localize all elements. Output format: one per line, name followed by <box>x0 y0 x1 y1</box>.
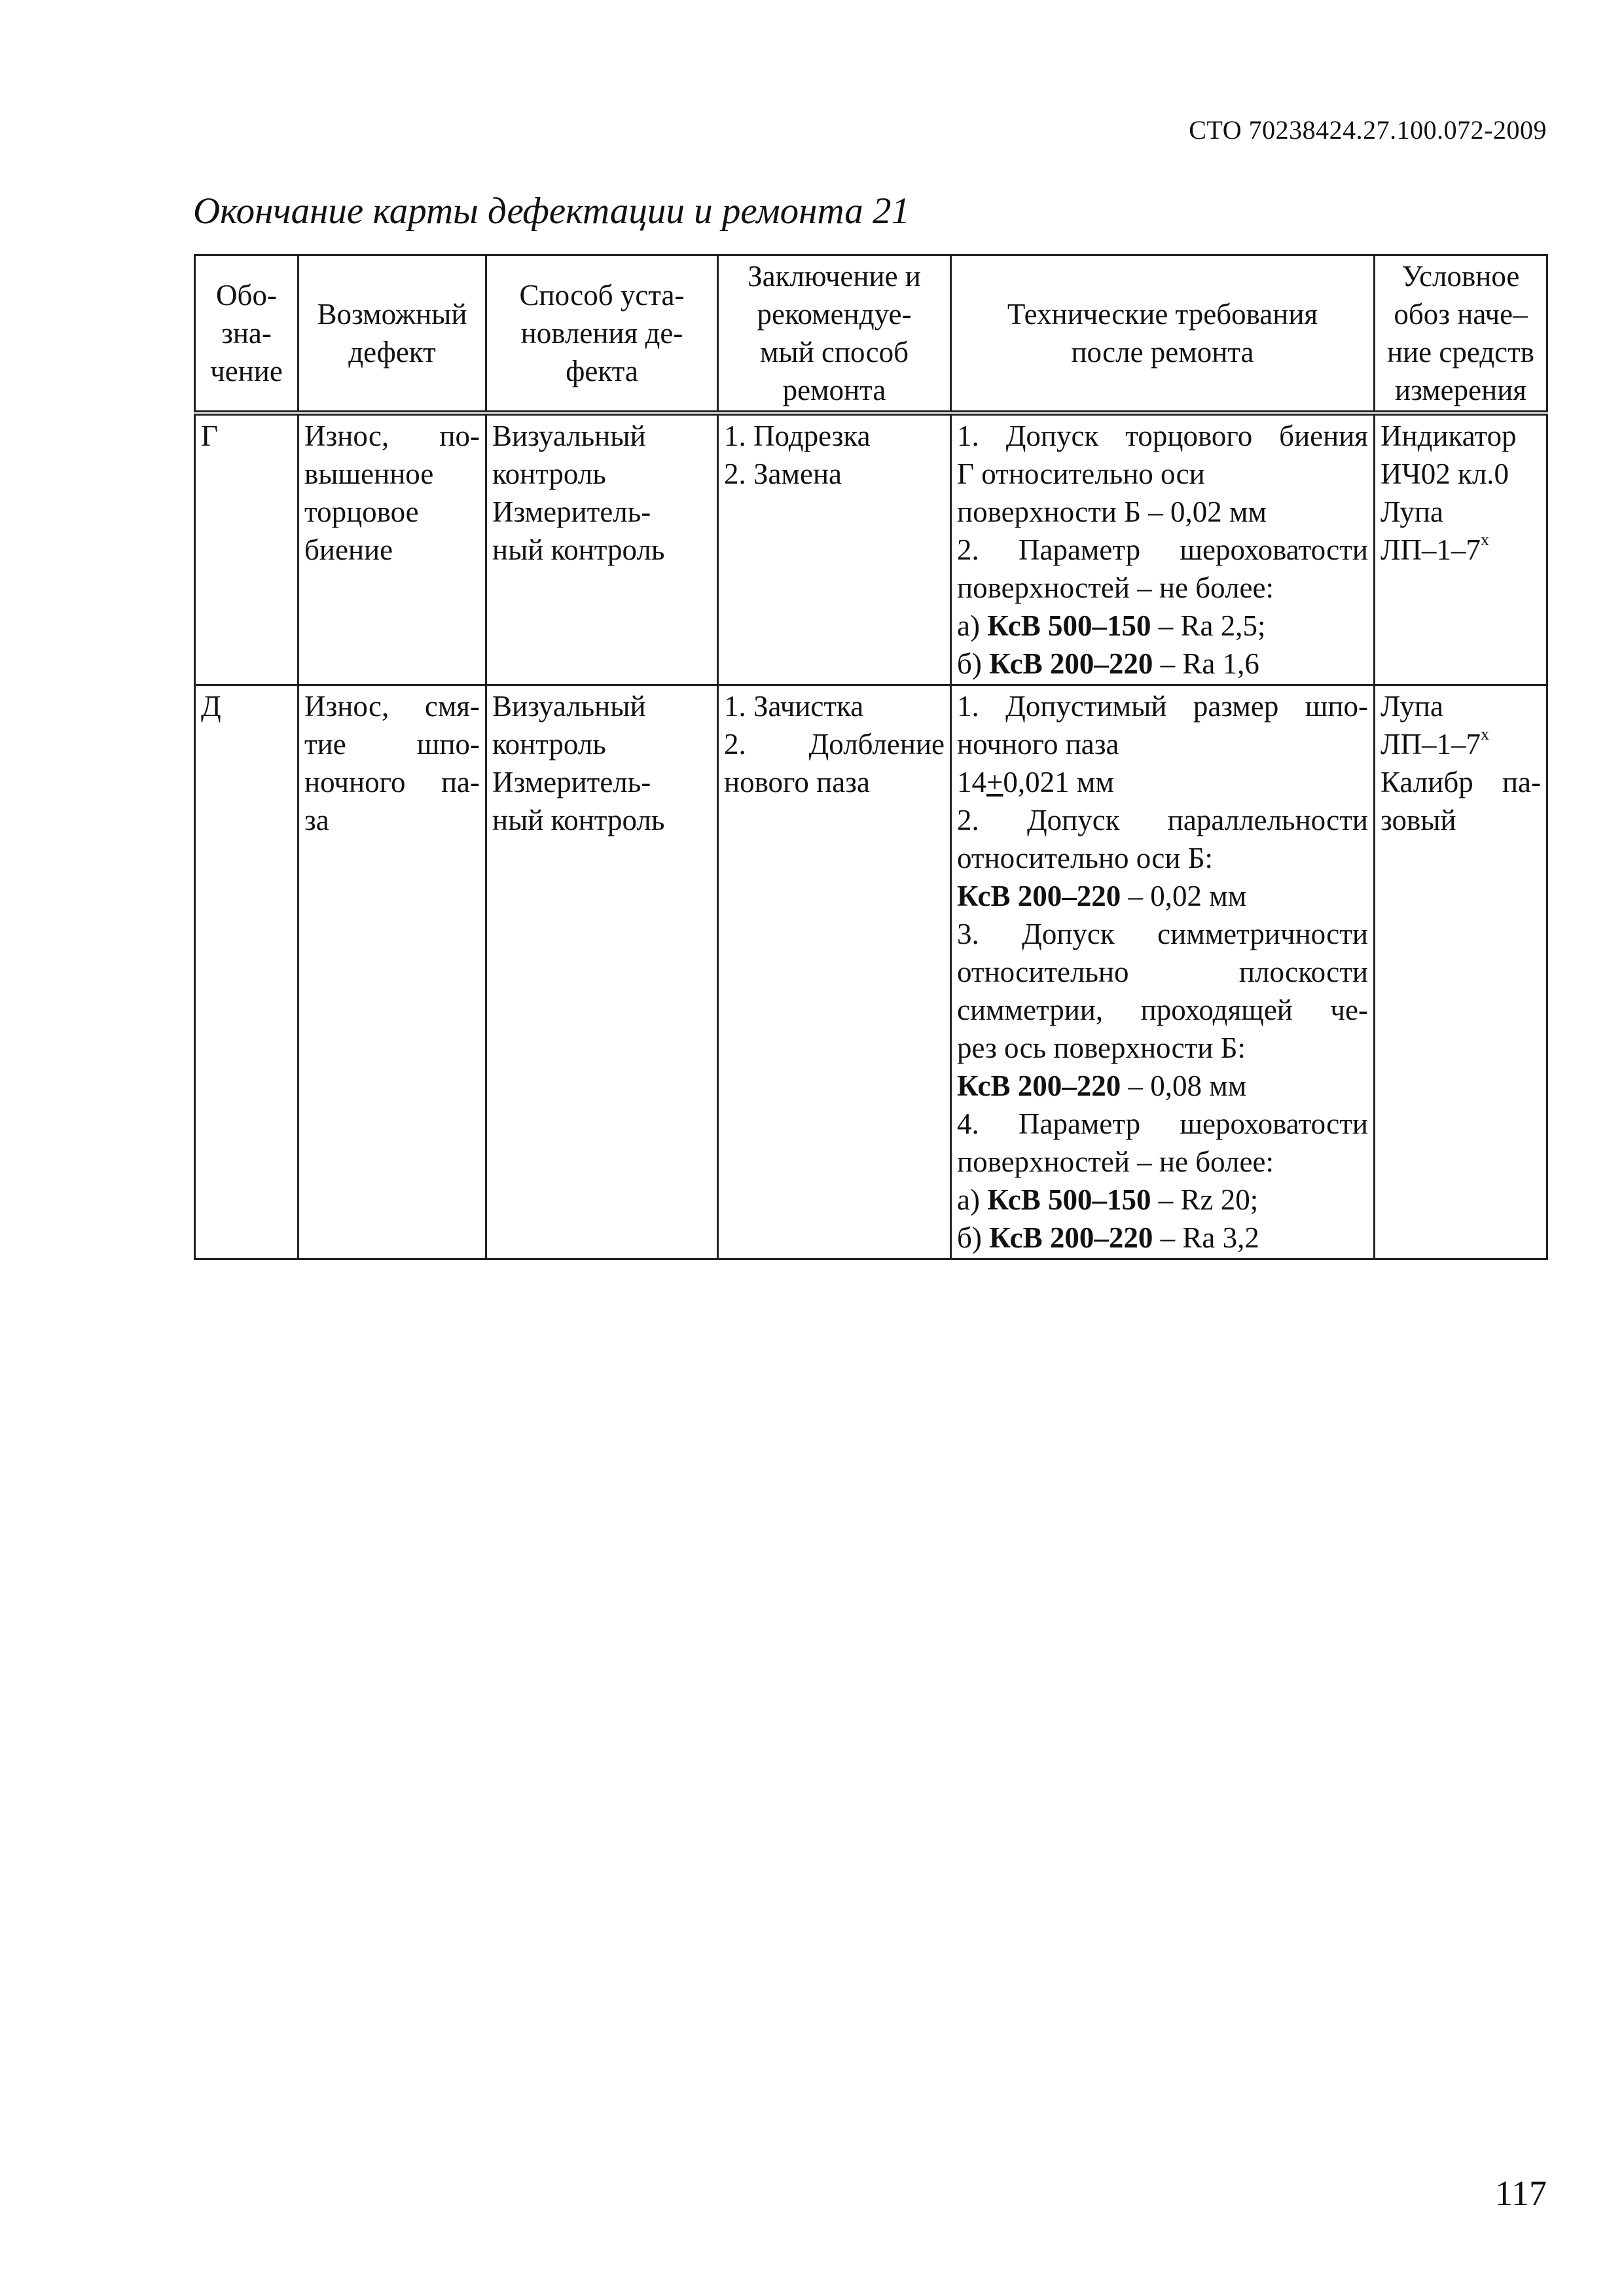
model-name: КсВ 200–220 <box>957 1069 1121 1102</box>
text-line: Г относительно оси <box>957 457 1205 490</box>
cell-designation: Д <box>195 685 298 1259</box>
text-line: зовый <box>1380 804 1456 836</box>
document-code: СТО 70238424.27.100.072-2009 <box>1189 115 1547 145</box>
table-header-row <box>195 255 1547 414</box>
text-fragment: 0,021 мм <box>1003 766 1114 798</box>
text-line: биение <box>304 533 393 566</box>
text-line: Лупа <box>1380 690 1443 723</box>
text-line: 2. Параметр шероховатости <box>957 533 1368 566</box>
text-line: тие шпо- <box>304 728 480 761</box>
col-header-instruments: Условное обоз наче– ние средств измерения <box>1375 255 1547 414</box>
text-line: контроль <box>492 728 606 761</box>
text-fragment: – Ra 3,2 <box>1153 1221 1259 1254</box>
cell-requirements <box>951 413 1375 685</box>
text-line: вышенное <box>304 457 434 490</box>
text-line <box>957 607 1368 645</box>
text-fragment: а) <box>957 1183 988 1216</box>
table-caption: Окончание карты дефектации и ремонта 21 <box>193 190 911 232</box>
text-fragment: ЛП–1–7 <box>1380 728 1481 761</box>
model-name: КсВ 500–150 <box>987 1183 1151 1216</box>
cell-defect <box>298 413 486 685</box>
cell-requirements <box>951 685 1375 1259</box>
text-line: поверхностей – не более: <box>957 1145 1274 1178</box>
col-header-requirements: Технические требования после ремонта <box>951 255 1375 414</box>
text-fragment: – 0,02 мм <box>1121 880 1247 912</box>
text-line: ИЧ02 кл.0 <box>1380 457 1509 490</box>
text-fragment: – Ra 2,5; <box>1151 609 1266 642</box>
text-line: Измеритель- <box>492 766 651 798</box>
text-line: ночного паза <box>957 728 1119 761</box>
col-header-defect: Возможный дефект <box>298 255 486 414</box>
text-line: поверхности Б – 0,02 мм <box>957 495 1267 528</box>
text-line: относительно оси Б: <box>957 842 1214 874</box>
text-line <box>957 877 1368 915</box>
text-line: нового паза <box>724 766 870 798</box>
text-line: ночного па- <box>304 766 480 798</box>
text-line: за <box>304 804 329 836</box>
text-line: контроль <box>492 457 606 490</box>
text-fragment: б) <box>957 647 990 680</box>
text-line: относительно плоскости <box>957 956 1368 988</box>
text-line: 1. Допустимый размер шпо- <box>957 690 1368 723</box>
superscript: х <box>1481 725 1490 744</box>
text-line: Износ, по- <box>304 420 480 452</box>
text-line: 1. Подрезка <box>724 420 871 452</box>
cell-instruments <box>1375 413 1547 685</box>
model-name: КсВ 200–220 <box>989 1221 1153 1254</box>
model-name: КсВ 200–220 <box>957 880 1121 912</box>
text-line: ный контроль <box>492 804 665 836</box>
cell-detection-method <box>486 685 718 1259</box>
cell-designation: Г <box>195 413 298 685</box>
text-line: 1. Зачистка <box>724 690 864 723</box>
col-header-conclusion: Заключение и рекомендуе- мый способ ремонта <box>718 255 951 414</box>
text-line: 2. Замена <box>724 457 842 490</box>
text-line <box>957 1067 1368 1105</box>
text-line <box>957 763 1368 801</box>
text-line: поверхностей – не более: <box>957 571 1274 604</box>
text-fragment: – Rz 20; <box>1151 1183 1259 1216</box>
table-row <box>195 685 1547 1259</box>
text-fragment: 14 <box>957 766 986 798</box>
text-line: торцовое <box>304 495 419 528</box>
col-header-designation: Обо- зна- чение <box>195 255 298 414</box>
text-line: рез ось поверхности Б: <box>957 1031 1246 1064</box>
page-number: 117 <box>1495 2174 1547 2213</box>
text-line: ный контроль <box>492 533 665 566</box>
text-line: Индикатор <box>1380 420 1517 452</box>
text-line: Калибр па- <box>1380 766 1541 798</box>
text-fragment: ЛП–1–7 <box>1380 533 1481 566</box>
text-line: Измеритель- <box>492 495 651 528</box>
defect-repair-table <box>194 254 1548 1260</box>
cell-instruments <box>1375 685 1547 1259</box>
text-line: 4. Параметр шероховатости <box>957 1107 1368 1140</box>
text-fragment: + <box>986 766 1003 798</box>
text-line: 1. Допуск торцового биения <box>957 420 1368 452</box>
text-line <box>1380 531 1541 569</box>
text-line: 3. Допуск симметричности <box>957 918 1368 950</box>
text-line <box>957 645 1368 683</box>
cell-defect <box>298 685 486 1259</box>
text-fragment: а) <box>957 609 988 642</box>
model-name: КсВ 200–220 <box>989 647 1153 680</box>
text-line: симметрии, проходящей че- <box>957 994 1368 1026</box>
table-row <box>195 413 1547 685</box>
text-fragment: б) <box>957 1221 990 1254</box>
text-line: 2. Долбление <box>724 728 945 761</box>
text-line <box>1380 725 1541 763</box>
superscript: х <box>1481 530 1490 549</box>
model-name: КсВ 500–150 <box>987 609 1151 642</box>
cell-conclusion <box>718 685 951 1259</box>
text-line: Визуальный <box>492 420 646 452</box>
cell-conclusion <box>718 413 951 685</box>
text-line <box>957 1181 1368 1219</box>
text-fragment: – 0,08 мм <box>1121 1069 1247 1102</box>
text-line: 2. Допуск параллельности <box>957 804 1368 836</box>
text-line: Износ, смя- <box>304 690 480 723</box>
col-header-detection-method: Способ уста- новления де- фекта <box>486 255 718 414</box>
text-line <box>957 1219 1368 1257</box>
text-fragment: – Ra 1,6 <box>1153 647 1259 680</box>
text-line: Визуальный <box>492 690 646 723</box>
cell-detection-method <box>486 413 718 685</box>
text-line: Лупа <box>1380 495 1443 528</box>
